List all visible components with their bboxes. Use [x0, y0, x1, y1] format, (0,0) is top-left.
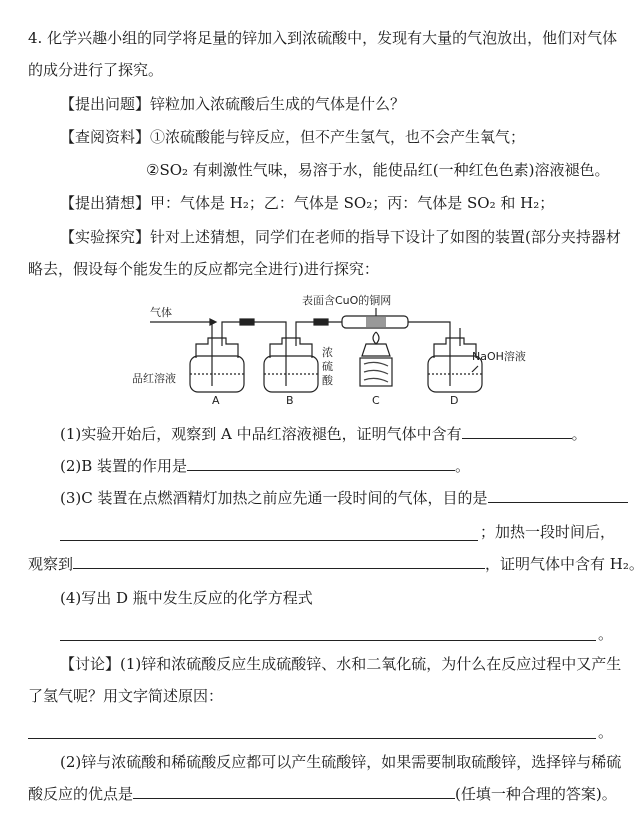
discussion-q2-answer-blank[interactable]: [133, 784, 455, 799]
apparatus-diagram: [128, 286, 526, 410]
q4-end: 。: [598, 625, 614, 643]
q1-answer-blank[interactable]: [462, 424, 572, 439]
q3-text-d: ，证明气体中含有 H₂。: [485, 555, 644, 573]
q3-answer-blank-3[interactable]: [73, 554, 485, 569]
experiment-text-2: 略去，假设每个能发生的反应都完全进行)进行探究：: [28, 260, 379, 278]
label-a: A: [212, 394, 220, 407]
acid-char-3: 酸: [322, 374, 333, 387]
gas-label: 气体: [150, 306, 172, 319]
guess-label: 【提出猜想】: [60, 194, 151, 212]
info-item-1: ①浓硫酸能与锌反应，但不产生氢气，也不会产生氧气；: [150, 128, 526, 146]
discussion-q1-text-2: 了氢气呢？用文字简述原因：: [28, 687, 224, 705]
guess-text: 甲：气体是 H₂；乙：气体是 SO₂；丙：气体是 SO₂ 和 H₂；: [150, 194, 555, 212]
q3-line3: [28, 554, 644, 574]
tube-c: [342, 308, 428, 386]
discussion-q1-text: (1)锌和浓硫酸反应生成硫酸锌、水和二氧化硫，为什么在反应过程中又产生: [120, 655, 622, 673]
q2-line: [60, 456, 470, 476]
experiment-label: 【实验探究】: [60, 228, 151, 246]
problem-line: [60, 94, 405, 114]
info-label: 【查阅资料】: [60, 128, 151, 146]
acid-char-2: 硫: [322, 360, 333, 373]
discussion-q2-line2: [28, 784, 617, 804]
naoh-label: NaOH溶液: [472, 350, 526, 363]
q1-text: (1)实验开始后，观察到 A 中品红溶液褪色，证明气体中含有: [60, 425, 462, 443]
q3-answer-blank-2[interactable]: [60, 540, 478, 541]
q3-answer-blank-1[interactable]: [488, 488, 628, 503]
acid-char-1: 浓: [322, 346, 333, 359]
discussion-q1-answer-blank[interactable]: [28, 738, 596, 739]
q2-end: 。: [455, 457, 471, 475]
q2-answer-blank[interactable]: [187, 456, 455, 471]
bottle-a: [190, 322, 244, 392]
question-intro-line1: 4. 化学兴趣小组的同学将足量的锌加入到浓硫酸中，发现有大量的气泡放出，他们对气体: [28, 29, 618, 47]
q4-text: (4)写出 D 瓶中发生反应的化学方程式: [60, 589, 313, 607]
problem-text: 锌粒加入浓硫酸后生成的气体是什么？: [150, 95, 406, 113]
info-item-2: ②SO₂ 有刺激性气味，易溶于水，能使品红(一种红色色素)溶液褪色。: [146, 161, 610, 179]
bottle-b: [264, 328, 318, 392]
discussion-q2-text: (2)锌与浓硫酸和稀硫酸反应都可以产生硫酸锌，如果需要制取硫酸锌，选择锌与稀硫: [60, 753, 622, 771]
discussion-q1-end: 。: [598, 723, 614, 741]
pinhong-label: 品红溶液: [132, 372, 176, 385]
question-intro-line2: 的成分进行了探究。: [28, 61, 164, 79]
discussion-label: 【讨论】: [60, 655, 121, 673]
label-c: C: [372, 394, 380, 407]
discussion-q2-text-b: 酸反应的优点是: [28, 785, 134, 803]
info-line1: [60, 127, 525, 147]
problem-label: 【提出问题】: [60, 95, 151, 113]
q3-text-c: 观察到: [28, 555, 74, 573]
guess-line: [60, 193, 554, 213]
label-d: D: [450, 394, 459, 407]
q3-text-a: (3)C 装置在点燃酒精灯加热之前应先通一段时间的气体，目的是: [60, 489, 488, 507]
experiment-line1: [60, 227, 621, 247]
q3-text-b: ；加热一段时间后，: [480, 523, 616, 541]
discussion-q2-text-c: (任填一种合理的答案)。: [455, 785, 617, 803]
q2-text: (2)B 装置的作用是: [60, 457, 188, 475]
discussion-line1: [60, 654, 621, 674]
q4-answer-blank[interactable]: [60, 640, 596, 641]
label-b: B: [286, 394, 294, 407]
arrow-icon: [210, 319, 216, 325]
cuo-label: 表面含CuO的铜网: [302, 294, 392, 307]
q1-line: [60, 424, 587, 444]
q1-end: 。: [571, 425, 587, 443]
experiment-text-1: 针对上述猜想，同学们在老师的指导下设计了如图的装置(部分夹持器材: [150, 228, 621, 246]
q3-line1: [60, 488, 628, 508]
